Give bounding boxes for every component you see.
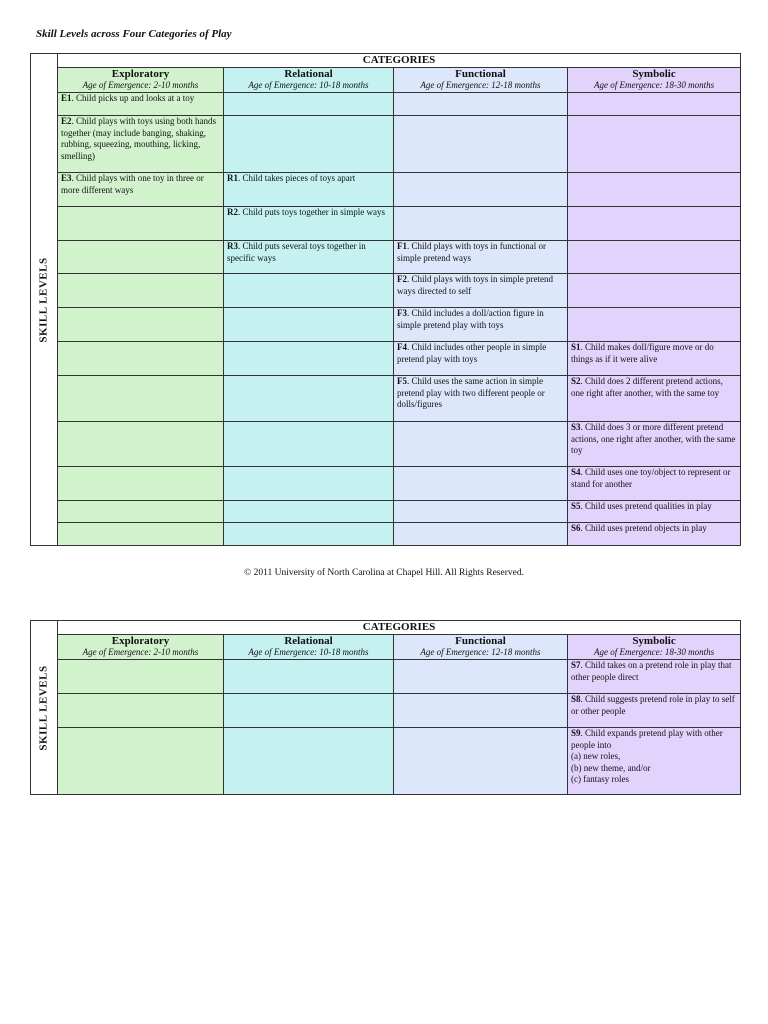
empty-cell	[224, 422, 394, 467]
empty-cell	[224, 342, 394, 376]
table-row	[31, 116, 741, 173]
skill-code: S6	[571, 523, 581, 533]
column-age: Age of Emergence: 12-18 months	[420, 647, 541, 657]
column-header-symbolic	[568, 635, 741, 660]
skill-text: . Child uses pretend qualities in play	[580, 501, 712, 511]
skill-cell-f1	[394, 241, 568, 274]
empty-cell	[58, 308, 224, 342]
empty-cell	[58, 728, 224, 795]
skill-text: . Child does 3 or more different pretend actions, one right after another, with the same toy	[571, 422, 736, 455]
empty-cell	[394, 523, 568, 546]
empty-cell	[568, 308, 741, 342]
table-row	[31, 274, 741, 308]
skill-cell-s2	[568, 376, 741, 422]
skill-cell-s3	[568, 422, 741, 467]
skill-text: . Child plays with one toy in three or more different ways	[61, 173, 204, 195]
skill-cell-s8	[568, 694, 741, 728]
skill-text: . Child takes pieces of toys apart	[238, 173, 356, 183]
table-row	[31, 422, 741, 467]
empty-cell	[58, 501, 224, 523]
skill-cell-f4	[394, 342, 568, 376]
empty-cell	[58, 207, 224, 241]
empty-cell	[394, 93, 568, 116]
skill-text: . Child does 2 different pretend actions, one right after another, with the same toy	[571, 376, 723, 398]
skill-code: R3	[227, 241, 238, 251]
empty-cell	[568, 274, 741, 308]
empty-cell	[394, 728, 568, 795]
column-name: Functional	[455, 68, 506, 80]
empty-cell	[224, 501, 394, 523]
empty-cell	[394, 207, 568, 241]
empty-cell	[58, 523, 224, 546]
empty-cell	[394, 467, 568, 501]
table-row	[31, 728, 741, 795]
column-name: Exploratory	[111, 635, 170, 647]
skill-code: F2	[397, 274, 407, 284]
empty-cell	[58, 274, 224, 308]
skill-code: S3	[571, 422, 581, 432]
empty-cell	[224, 116, 394, 173]
column-header-functional	[394, 635, 568, 660]
column-header-exploratory	[58, 635, 224, 660]
empty-cell	[224, 728, 394, 795]
list-item: (b) new theme, and/or	[571, 762, 651, 773]
column-header-relational	[224, 68, 394, 93]
list-item: (a) new roles,	[571, 751, 621, 761]
table-row	[31, 207, 741, 241]
skill-cell-e1	[58, 93, 224, 116]
empty-cell	[58, 241, 224, 274]
skill-levels-table-1	[30, 53, 741, 546]
document-title: Skill Levels across Four Categories of Play	[36, 28, 232, 40]
table-row	[31, 660, 741, 694]
skill-text: . Child plays with toys in simple pretend ways directed to self	[397, 274, 553, 296]
skill-code: F5	[397, 376, 407, 386]
empty-cell	[58, 422, 224, 467]
skill-code: F1	[397, 241, 407, 251]
skill-text: . Child uses one toy/object to represent or stand for another	[571, 467, 731, 489]
skill-code: R2	[227, 207, 238, 217]
skill-cell-s7	[568, 660, 741, 694]
table-row	[31, 501, 741, 523]
column-header-exploratory	[58, 68, 224, 93]
skill-code: S4	[571, 467, 581, 477]
empty-cell	[224, 274, 394, 308]
categories-header: CATEGORIES	[58, 54, 741, 68]
empty-cell	[58, 660, 224, 694]
skill-code: S8	[571, 694, 581, 704]
empty-cell	[394, 116, 568, 173]
s9-sub-list	[571, 751, 737, 786]
table-row	[31, 241, 741, 274]
empty-cell	[394, 660, 568, 694]
column-name: Exploratory	[111, 68, 170, 80]
skill-cell-s9	[568, 728, 741, 795]
skill-cell-f3	[394, 308, 568, 342]
list-item: (c) fantasy roles	[571, 774, 629, 784]
skill-code: S2	[571, 376, 581, 386]
column-name: Relational	[284, 68, 333, 80]
skill-text: . Child plays with toys using both hands together (may include banging, shaking, rubbing, squeezing, mouthing, licking, smelling)	[61, 116, 217, 161]
column-header-functional	[394, 68, 568, 93]
skill-cell-r3	[224, 241, 394, 274]
empty-cell	[224, 376, 394, 422]
table-row	[31, 467, 741, 501]
empty-cell	[568, 116, 741, 173]
skill-text: . Child picks up and looks at a toy	[71, 93, 195, 103]
skill-code: F3	[397, 308, 407, 318]
skill-code: E3	[61, 173, 72, 183]
column-header-symbolic	[568, 68, 741, 93]
empty-cell	[568, 173, 741, 207]
skill-text: . Child uses the same action in simple pretend play with two different people or dolls/figures	[397, 376, 545, 409]
empty-cell	[58, 342, 224, 376]
table-row	[31, 523, 741, 546]
column-age: Age of Emergence: 18-30 months	[593, 647, 715, 657]
skill-code: S7	[571, 660, 581, 670]
skill-cell-f5	[394, 376, 568, 422]
column-name: Functional	[455, 635, 506, 647]
empty-cell	[568, 207, 741, 241]
column-age: Age of Emergence: 2-10 months	[82, 80, 199, 90]
skill-cell-e3	[58, 173, 224, 207]
skill-text: . Child puts toys together in simple ways	[238, 207, 385, 217]
skill-code: S1	[571, 342, 581, 352]
empty-cell	[568, 93, 741, 116]
table-row	[31, 173, 741, 207]
skill-text: . Child makes doll/figure move or do things as if it were alive	[571, 342, 714, 364]
skill-cell-f2	[394, 274, 568, 308]
column-age: Age of Emergence: 10-18 months	[248, 647, 369, 657]
skill-cell-e2	[58, 116, 224, 173]
column-age: Age of Emergence: 10-18 months	[248, 80, 369, 90]
skill-cell-s4	[568, 467, 741, 501]
table-row	[31, 342, 741, 376]
table-row	[31, 93, 741, 116]
skill-levels-table-2	[30, 620, 741, 795]
skill-code: F4	[397, 342, 407, 352]
table-row	[31, 376, 741, 422]
skill-text: . Child uses pretend objects in play	[580, 523, 707, 533]
empty-cell	[568, 241, 741, 274]
skill-text: . Child puts several toys together in specific ways	[227, 241, 366, 263]
empty-cell	[58, 467, 224, 501]
empty-cell	[224, 308, 394, 342]
empty-cell	[224, 660, 394, 694]
column-age: Age of Emergence: 2-10 months	[82, 647, 199, 657]
empty-cell	[224, 93, 394, 116]
empty-cell	[224, 523, 394, 546]
empty-cell	[394, 694, 568, 728]
copyright-notice: © 2011 University of North Carolina at Chapel Hill. All Rights Reserved.	[244, 568, 524, 578]
skill-text: . Child includes a doll/action figure in simple pretend play with toys	[397, 308, 544, 330]
empty-cell	[58, 694, 224, 728]
skill-cell-s6	[568, 523, 741, 546]
skill-code: R1	[227, 173, 238, 183]
skill-levels-side-header	[31, 54, 58, 546]
skill-code: E2	[61, 116, 72, 126]
skill-levels-label: SKILL LEVELS	[37, 664, 50, 751]
empty-cell	[394, 173, 568, 207]
column-name: Relational	[284, 635, 333, 647]
skill-cell-s5	[568, 501, 741, 523]
empty-cell	[394, 501, 568, 523]
empty-cell	[58, 376, 224, 422]
column-header-relational	[224, 635, 394, 660]
skill-levels-label: SKILL LEVELS	[37, 256, 50, 343]
table-row	[31, 308, 741, 342]
skill-text: . Child takes on a pretend role in play that other people direct	[571, 660, 732, 682]
skill-text: . Child suggests pretend role in play to self or other people	[571, 694, 735, 716]
column-name: Symbolic	[632, 68, 676, 80]
skill-levels-side-header	[31, 621, 58, 795]
column-age: Age of Emergence: 12-18 months	[420, 80, 541, 90]
categories-header: CATEGORIES	[58, 621, 741, 635]
skill-cell-s1	[568, 342, 741, 376]
skill-text: . Child expands pretend play with other people into	[571, 728, 723, 750]
empty-cell	[394, 422, 568, 467]
skill-text: . Child plays with toys in functional or simple pretend ways	[397, 241, 546, 263]
skill-code: S5	[571, 501, 581, 511]
column-name: Symbolic	[632, 635, 676, 647]
empty-cell	[224, 467, 394, 501]
column-age: Age of Emergence: 18-30 months	[593, 80, 715, 90]
skill-code: S9	[571, 728, 581, 738]
empty-cell	[224, 694, 394, 728]
skill-code: E1	[61, 93, 72, 103]
table-row	[31, 694, 741, 728]
skill-cell-r1	[224, 173, 394, 207]
skill-text: . Child includes other people in simple pretend play with toys	[397, 342, 547, 364]
skill-cell-r2	[224, 207, 394, 241]
